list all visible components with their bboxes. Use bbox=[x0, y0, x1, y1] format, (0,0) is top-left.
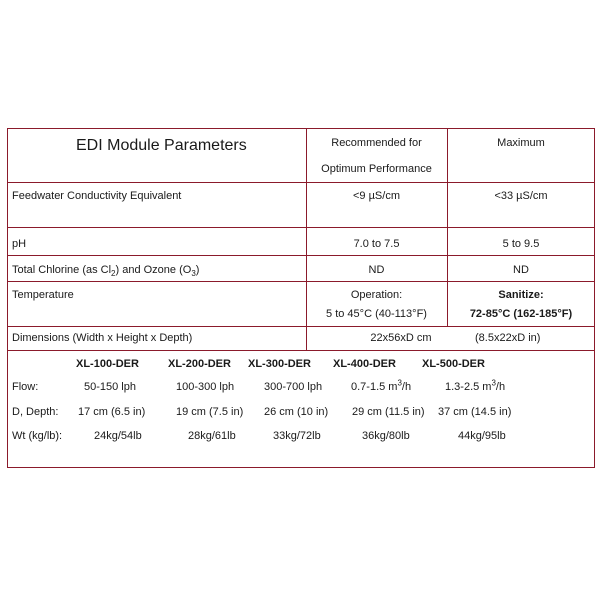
model-name: XL-100-DER bbox=[76, 358, 139, 370]
table-title: EDI Module Parameters bbox=[76, 137, 247, 154]
temperature-maximum-line1: Sanitize: bbox=[498, 289, 544, 301]
temperature-recommended-line1: Operation: bbox=[350, 289, 403, 301]
parameters-table bbox=[7, 128, 595, 468]
flow-value: 0.7-1.5 $m^3/h$ bbox=[351, 378, 412, 393]
flow-value: 300-700 lph bbox=[264, 381, 323, 393]
row-divider bbox=[8, 227, 594, 228]
depth-value: 37 cm (14.5 in) bbox=[438, 406, 512, 418]
maximum-header: Maximum bbox=[497, 137, 545, 149]
flow-value: 1.3-2.5 $m^3/h$ bbox=[445, 378, 506, 393]
chlorine-label: Total Chlorine (as $Cl_2$) and Ozone $(O_3)$ bbox=[12, 264, 200, 279]
row-divider bbox=[8, 350, 594, 351]
weight-value: 28kg/61lb bbox=[188, 430, 236, 442]
flow-label: Flow: bbox=[12, 381, 39, 393]
weight-label: Wt (kg/lb): bbox=[12, 430, 63, 442]
model-name: XL-200-DER bbox=[168, 358, 231, 370]
conductivity-maximum: <33 µS/cm bbox=[494, 190, 548, 202]
dimensions-label: Dimensions (Width x Height x Depth) bbox=[12, 332, 193, 344]
depth-value: 17 cm (6.5 in) bbox=[78, 406, 146, 418]
chlorine-recommended: ND bbox=[368, 264, 385, 276]
flow-value: 50-150 lph bbox=[84, 381, 136, 393]
temperature-label: Temperature bbox=[12, 289, 74, 301]
depth-value: 29 cm (11.5 in) bbox=[352, 406, 425, 418]
conductivity-recommended: <9 µS/cm bbox=[353, 190, 400, 202]
depth-value: 19 cm (7.5 in) bbox=[176, 406, 244, 418]
dimensions-in: (8.5x22xD in) bbox=[475, 332, 541, 344]
weight-value: 44kg/95lb bbox=[458, 430, 506, 442]
recommended-header-line1: Recommended for bbox=[331, 137, 422, 149]
chlorine-maximum: ND bbox=[513, 264, 529, 276]
model-name: XL-400-DER bbox=[333, 358, 396, 370]
weight-value: 24kg/54lb bbox=[94, 430, 142, 442]
weight-value: 36kg/80lb bbox=[362, 430, 410, 442]
row-divider bbox=[8, 255, 594, 256]
row-divider bbox=[8, 281, 594, 282]
depth-value: 26 cm (10 in) bbox=[264, 406, 329, 418]
row-divider bbox=[8, 326, 594, 327]
row-divider bbox=[8, 182, 594, 183]
ph-maximum: 5 to 9.5 bbox=[502, 238, 540, 250]
temperature-maximum-line2: 72-85°C (162-185°F) bbox=[469, 308, 573, 320]
recommended-header-line2: Optimum Performance bbox=[321, 163, 432, 175]
conductivity-label: Feedwater Conductivity Equivalent bbox=[12, 190, 182, 202]
weight-value: 33kg/72lb bbox=[273, 430, 321, 442]
dimensions-cm: 22x56xD cm bbox=[370, 332, 432, 344]
depth-label: D, Depth: bbox=[12, 406, 59, 418]
model-name: XL-300-DER bbox=[248, 358, 311, 370]
temperature-recommended-line2: 5 to 45°C (40-113°F) bbox=[326, 308, 427, 320]
ph-label: pH bbox=[12, 238, 27, 250]
flow-value: 100-300 lph bbox=[176, 381, 235, 393]
ph-recommended: 7.0 to 7.5 bbox=[353, 238, 400, 250]
model-name: XL-500-DER bbox=[422, 358, 485, 370]
